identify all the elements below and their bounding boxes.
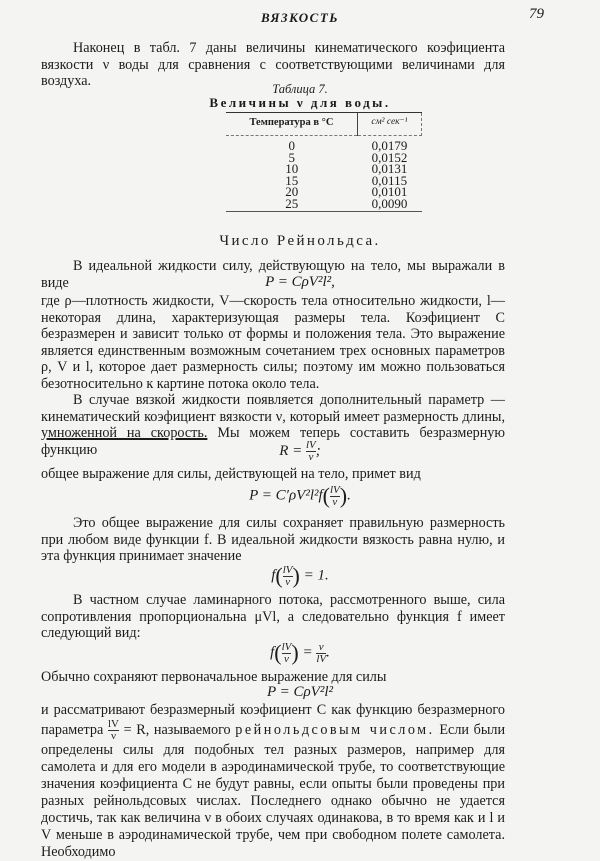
section-title: Число Рейнольдса. [219, 233, 381, 249]
formula-reynolds-definition [0, 440, 600, 463]
formula-force-classic: P = CρV²l² [266, 684, 334, 700]
formula-lhs: f [271, 567, 276, 584]
numerator: lV [107, 718, 119, 730]
formula-tail: . [347, 487, 351, 504]
paragraph-8 [41, 702, 505, 861]
fraction [306, 440, 316, 463]
column-header-temperature: Температура в °C [226, 113, 357, 136]
paragraph-8-part-a: и рассматривают безразмерный коэфициент C как функцию безразмерного параметра [41, 702, 505, 738]
paragraph-6: В частном случае ламинарного потока, рассмотренного выше, сила сопротивления пропорциональна μVl, а следовательно функция f имеет следующий вид: [41, 592, 505, 642]
paragraph-1: В идеальной жидкости силу, действующую на тело, мы выражали в виде [41, 258, 505, 291]
paragraph-5: Это общее выражение для силы сохраняет правильную размерность при любом виде функции f. В идеальной жидкости вязкость равна нулю, и эта функция принимает значение [41, 515, 505, 565]
running-header: ВЯЗКОСТЬ [260, 10, 340, 25]
cell-temperature: 25 [226, 198, 357, 212]
formula-tail: . [326, 644, 330, 661]
denominator: ν [306, 451, 316, 463]
table-row [226, 198, 422, 212]
formula-force-ideal: P = CρV²l², [265, 274, 335, 290]
formula-f-ideal: f( $\frac{lV}{\nu}$ ) = 1. [271, 563, 329, 588]
cell-temperature: 20 [285, 184, 299, 199]
page-number: 79 [529, 6, 544, 22]
formula-lhs: P = C′ρV²l²f [249, 487, 323, 504]
cell-temperature: 10 [285, 161, 299, 176]
cell-value: 0,0131 [371, 161, 408, 176]
cell-value: 0,0090 [357, 198, 421, 212]
paragraph-3-part-a: В случае вязкой жидкости появляется дополнительный параметр — кинематический коэфициент вязкости ν, который имеет размерность длины, [41, 392, 505, 425]
fraction-rhs [316, 642, 326, 665]
column-header-units: см² сек⁻¹ [357, 113, 421, 136]
formula-lhs: f [270, 644, 275, 661]
formula-force-general: P = C′ρV²l²f( $\frac{lV}{\nu}$ ). [249, 483, 351, 508]
term-reynolds-number: рейнольдсовым числом. [235, 721, 435, 738]
cell-temperature: 5 [288, 149, 295, 165]
denominator: lV [316, 652, 327, 665]
cell-value: 0,0101 [371, 184, 408, 199]
numerator: ν [318, 640, 324, 653]
equals-sign: = [302, 644, 313, 661]
formula-f-laminar: f( $\frac{lV}{\nu}$ ) = $\frac{\nu}{lV}$ . [270, 640, 330, 665]
denominator: ν [330, 496, 340, 508]
cell-value: 0,0179 [371, 138, 408, 153]
numerator: lV [306, 439, 316, 451]
denominator: ν [283, 576, 293, 588]
paragraph-8-part-b: = R, называемого [123, 721, 231, 738]
numerator: lV [282, 563, 293, 576]
viscosity-table [226, 112, 422, 212]
fraction [283, 565, 293, 588]
denominator: ν [108, 730, 119, 742]
numerator: lV [281, 640, 292, 653]
intro-paragraph: Наконец в табл. 7 даны величины кинематического коэфициента вязкости ν воды для сравнения с соответствующими величинами для воздуха. [41, 40, 505, 90]
denominator: ν [282, 653, 292, 665]
formula-rhs: = 1. [303, 567, 329, 584]
numerator: lV [329, 483, 340, 496]
formula-tail: ; [315, 442, 321, 459]
paragraph-2: где ρ—плотность жидкости, V—скорость тела относительно жидкости, l—некоторая длина, характеризующая размеры тела. Коэфициент C безразмерен и зависит только от формы и положения тела. Это выражение является единственным возможным сочетанием трех основных параметров ρ, V и l, которое дает размерность силы; поэтому им можно пользоваться безотносительно к картине потока около тела. [41, 293, 505, 392]
table-title: Величины ν для воды. [209, 95, 391, 110]
cell-temperature: 0 [288, 138, 295, 153]
table-label: Таблица 7. [272, 82, 328, 96]
formula-lhs: R = [279, 442, 303, 459]
table-header-row [226, 113, 422, 136]
underlined-phrase: умноженной на скорость. [41, 425, 208, 442]
fraction [282, 642, 292, 665]
fraction [330, 485, 340, 508]
fraction-inline [108, 719, 119, 742]
paragraph-4: общее выражение для силы, действующей на тело, примет вид [41, 466, 421, 482]
paragraph-7: Обычно сохраняют первоначальное выражение для силы [41, 669, 387, 685]
paragraph-3-part-b: Мы можем теперь составить безразмерную функцию [41, 425, 506, 458]
cell-temperature: 15 [285, 172, 299, 188]
cell-value: 0,0152 [371, 149, 408, 165]
paragraph-8-part-c: Если были определены силы для подобных тел разных размеров, например для самолета и для его модели в аэродинамической трубе, то соответствующие значения коэфициента C не будут равны, если опыты были проведены при разных рейнольдсовых числах. Последнего однако обычно не удается достичь, так как величина ν в обоих случаях одинакова, в то время как и l и V меньше в аэродинамической трубе, чем при свободном полете самолета. Необходимо [41, 721, 506, 860]
cell-value: 0,0115 [371, 172, 408, 188]
